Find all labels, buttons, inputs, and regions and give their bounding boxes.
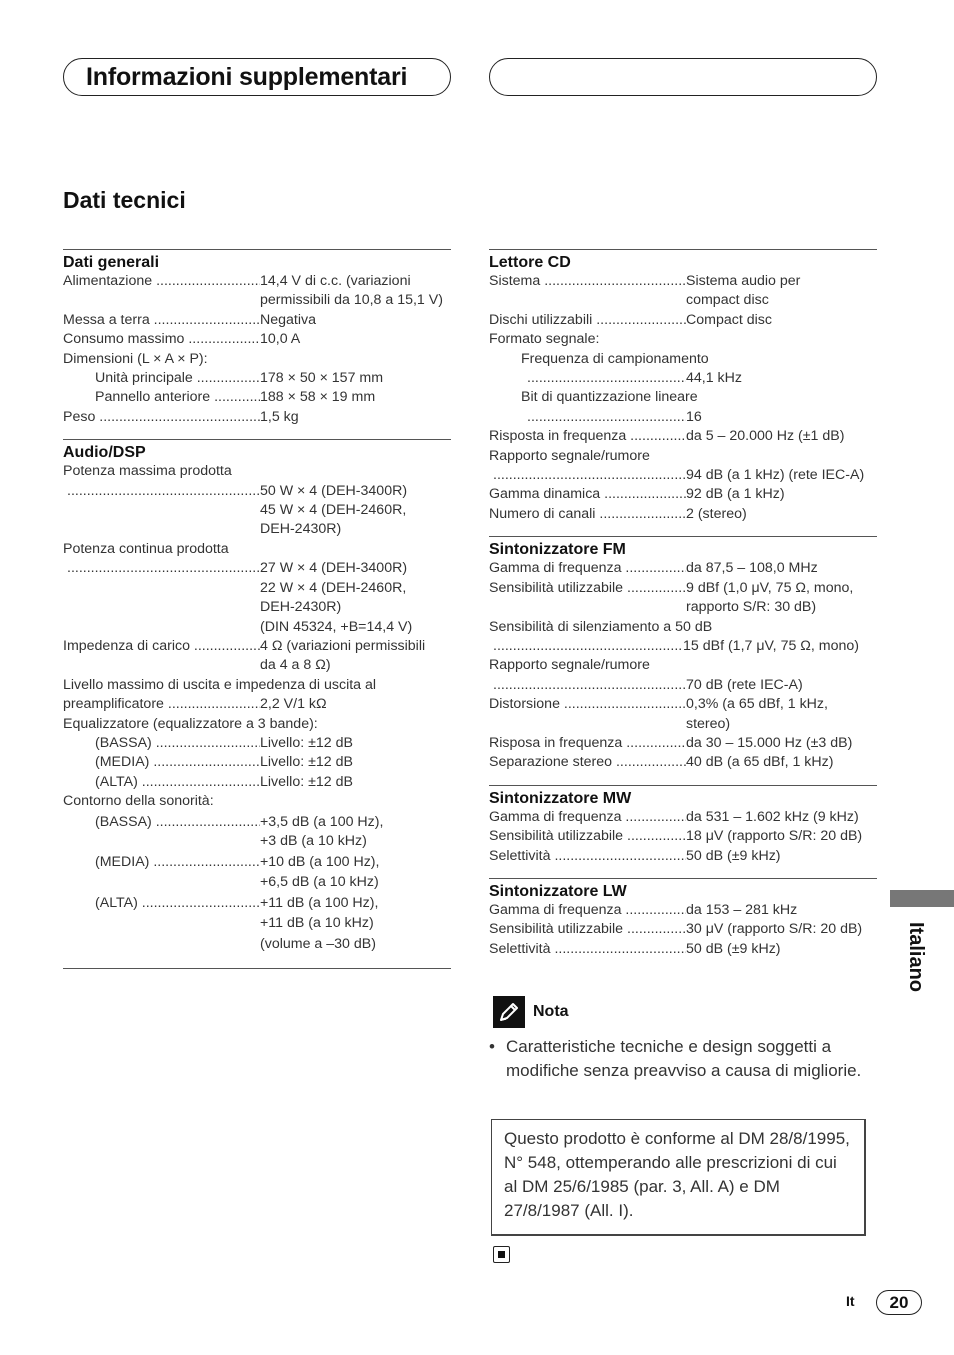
spec-value: Livello: ±12 dB: [260, 773, 353, 790]
spec-row: [63, 873, 451, 892]
page-number: 20: [876, 1290, 922, 1315]
spec-row: [63, 579, 451, 598]
header-title-frame: [63, 58, 451, 96]
spec-row: [63, 482, 451, 501]
spec-value: 16: [686, 408, 702, 425]
spec-row: [63, 408, 451, 427]
spec-label: Risposa in frequenza .....: [489, 734, 686, 753]
spec-label: Risposta in frequenza .....: [489, 427, 686, 446]
spec-row: [489, 827, 877, 846]
spec-row: [489, 637, 877, 656]
spec-value: 70 dB (rete IEC-A): [686, 676, 803, 693]
spec-leader: [63, 482, 260, 501]
spec-value: 10,0 A: [260, 331, 301, 348]
bullet-dot: •: [489, 1037, 495, 1056]
spec-value: compact disc: [686, 292, 769, 309]
spec-value: 50 W × 4 (DEH-3400R): [260, 482, 408, 499]
spec-leader: [489, 369, 686, 388]
spec-row: [489, 579, 877, 598]
spec-value: DEH-2430R): [260, 599, 342, 616]
spec-label: Dischi utilizzabili .....: [489, 311, 686, 330]
spec-label: Distorsione .....: [489, 695, 686, 714]
spec-row: [489, 505, 877, 524]
spec-label: Separazione stereo .....: [489, 753, 686, 772]
spec-label: Alimentazione .....: [63, 272, 260, 291]
spec-value: da 30 – 15.000 Hz (±3 dB): [686, 734, 853, 751]
spec-value: Livello: ±12 dB: [260, 754, 353, 771]
spec-label: Consumo massimo .....: [63, 330, 260, 349]
spec-label: Pannello anteriore .....: [63, 388, 260, 407]
spec-value: 22 W × 4 (DEH-2460R,: [260, 579, 407, 596]
spec-value: +6,5 dB (a 10 kHz): [260, 873, 379, 890]
spec-label: Gamma di frequenza .....: [489, 559, 686, 578]
spec-label: Messa a terra .....: [63, 311, 260, 330]
spec-value: 188 × 58 × 19 mm: [260, 389, 376, 406]
spec-row: [489, 808, 877, 827]
spec-row: [489, 291, 877, 310]
spec-value: +11 dB (a 10 kHz): [260, 914, 374, 931]
section-title: Dati generali: [63, 254, 160, 271]
spec-row: [63, 914, 451, 933]
spec-row: [63, 330, 451, 349]
side-language-label: Italiano: [905, 922, 927, 993]
spec-value: rapporto S/R: 30 dB): [686, 599, 817, 616]
spec-value: 2,2 V/1 kΩ: [260, 696, 327, 713]
left-column: [63, 249, 451, 969]
language-tab-marker: [890, 890, 954, 907]
spec-row: [489, 369, 877, 388]
spec-row: [63, 853, 451, 872]
spec-value: 0,3% (a 65 dBf, 1 kHz,: [686, 696, 828, 713]
spec-label: preamplificatore .....: [63, 695, 260, 714]
spec-label: Impedenza di carico .....: [63, 637, 260, 656]
spec-row: [63, 501, 451, 520]
spec-heading: Potenza continua prodotta: [63, 540, 229, 557]
spec-row: [63, 598, 451, 617]
spec-row: [489, 485, 877, 504]
spec-value: 15 dBf (1,7 μV, 75 Ω, mono): [683, 637, 859, 654]
spec-row: [489, 901, 877, 920]
compliance-text: Questo prodotto è conforme al DM 28/8/1995, N° 548, ottemperando alle prescrizioni di cui al DM 25/6/1985 (par. 3, All. A) e DM 27/8/1987 (All. I).: [504, 1129, 850, 1220]
spec-row: [489, 466, 877, 485]
spec-subheading: Bit di quantizzazione lineare: [521, 389, 698, 406]
spec-value: 44,1 kHz: [686, 370, 742, 387]
spec-label: Sistema .....: [489, 272, 686, 291]
section-lw: [489, 878, 877, 959]
note-label: Nota: [533, 1003, 569, 1020]
spec-label: (MEDIA) .....: [63, 853, 260, 872]
spec-value: da 5 – 20.000 Hz (±1 dB): [686, 428, 845, 445]
spec-row: [63, 291, 451, 310]
spec-label: Numero di canali .....: [489, 505, 686, 524]
spec-subheading: Frequenza di campionamento: [521, 350, 709, 367]
spec-value: 92 dB (a 1 kHz): [686, 486, 785, 503]
spec-value: Negativa: [260, 311, 316, 328]
spec-value: +11 dB (a 100 Hz),: [260, 895, 379, 912]
spec-row: [63, 935, 451, 954]
spec-row: [63, 813, 451, 832]
spec-row: [489, 676, 877, 695]
spec-row: [63, 618, 451, 637]
section-mw: [489, 785, 877, 866]
spec-label: Peso .....: [63, 408, 260, 427]
spec-value: 40 dB (a 65 dBf, 1 kHz): [686, 754, 834, 771]
spec-heading: Rapporto segnale/rumore: [489, 447, 650, 464]
spec-label: (ALTA) .....: [63, 894, 260, 913]
spec-row: [489, 408, 877, 427]
spec-value: (DIN 45324, +B=14,4 V): [260, 618, 413, 635]
spec-heading: Contorno della sonorità:: [63, 793, 214, 810]
spec-row: [489, 940, 877, 959]
spec-leader: [489, 676, 686, 695]
compliance-box: [491, 1119, 866, 1236]
spec-value: 14,4 V di c.c. (variazioni: [260, 273, 411, 289]
spec-label: (BASSA) .....: [63, 813, 260, 832]
header-right-frame: [489, 58, 877, 96]
spec-heading: Equalizzatore (equalizzatore a 3 bande):: [63, 715, 318, 732]
spec-heading: Livello massimo di uscita e impedenza di uscita al: [63, 676, 377, 693]
spec-row: [489, 427, 877, 446]
spec-row: [489, 847, 877, 866]
spec-value: 45 W × 4 (DEH-2460R,: [260, 502, 407, 519]
header-title: Informazioni supplementari: [86, 63, 408, 91]
spec-row: [63, 272, 451, 291]
spec-row: [63, 520, 451, 539]
section-title: Lettore CD: [489, 254, 571, 271]
section-title: Sintonizzatore LW: [489, 882, 627, 900]
spec-row: [63, 656, 451, 675]
spec-label: Gamma di frequenza .....: [489, 901, 686, 920]
spec-leader: [489, 466, 686, 485]
spec-label: Sensibilità utilizzabile .....: [489, 827, 686, 846]
note-pencil-icon: [493, 996, 525, 1028]
page-title: Dati tecnici: [63, 187, 186, 213]
spec-value: DEH-2430R): [260, 521, 342, 538]
spec-row: [63, 753, 451, 772]
section-title: Sintonizzatore MW: [489, 789, 632, 807]
section-title: Sintonizzatore FM: [489, 541, 626, 559]
spec-value: 94 dB (a 1 kHz) (rete IEC-A): [686, 467, 865, 484]
spec-row: [63, 832, 451, 851]
section-audio: [63, 439, 451, 954]
spec-row: [489, 311, 877, 330]
spec-value: +3 dB (a 10 kHz): [260, 832, 367, 849]
spec-label: Selettività .....: [489, 940, 686, 959]
end-of-section-icon: [493, 1246, 510, 1263]
section-general: [63, 249, 451, 427]
footer-language-code: It: [846, 1293, 855, 1309]
spec-row: [489, 734, 877, 753]
spec-label: Sensibilità utilizzabile .....: [489, 579, 686, 598]
spec-row: [63, 695, 451, 714]
section-fm: [489, 536, 877, 772]
spec-value: Compact disc: [686, 311, 772, 328]
spec-heading: Dimensioni (L × A × P):: [63, 350, 208, 367]
spec-row: [489, 272, 877, 291]
spec-row: [63, 734, 451, 753]
spec-value: 1,5 kg: [260, 408, 299, 425]
spec-heading: Rapporto segnale/rumore: [489, 657, 650, 674]
note-bullet-item: [489, 1035, 869, 1082]
spec-row: [489, 715, 877, 734]
spec-value: (volume a –30 dB): [260, 936, 376, 952]
spec-label: Gamma di frequenza .....: [489, 808, 686, 827]
spec-label: Gamma dinamica .....: [489, 485, 686, 504]
spec-value: 27 W × 4 (DEH-3400R): [260, 560, 408, 577]
spec-value: 50 dB (±9 kHz): [686, 847, 781, 864]
spec-value: 2 (stereo): [686, 505, 747, 522]
spec-label: Sensibilità utilizzabile .....: [489, 920, 686, 939]
spec-label: (BASSA) .....: [63, 734, 260, 753]
spec-row: [63, 388, 451, 407]
section-title: Audio/DSP: [63, 444, 146, 462]
spec-heading: Sensibilità di silenziamento a 50 dB: [489, 618, 713, 635]
spec-row: [489, 598, 877, 617]
spec-row: [63, 559, 451, 578]
spec-value: Sistema audio per: [686, 273, 801, 289]
spec-leader: [489, 637, 683, 656]
spec-value: da 4 a 8 Ω): [260, 657, 331, 674]
spec-row: [63, 637, 451, 656]
spec-row: [489, 695, 877, 714]
spec-row: [63, 369, 451, 388]
spec-row: [63, 311, 451, 330]
spec-leader: [489, 408, 686, 427]
spec-value: +10 dB (a 100 Hz),: [260, 854, 380, 871]
spec-row: [489, 753, 877, 772]
spec-leader: [63, 559, 260, 578]
spec-value: Livello: ±12 dB: [260, 734, 353, 751]
spec-heading: Formato segnale:: [489, 331, 600, 348]
spec-value: permissibili da 10,8 a 15,1 V): [260, 292, 443, 309]
spec-value: stereo): [686, 715, 731, 732]
section-cd: [489, 249, 877, 524]
spec-value: 18 μV (rapporto S/R: 20 dB): [686, 828, 863, 845]
spec-heading: Potenza massima prodotta: [63, 463, 232, 480]
spec-row: [63, 773, 451, 792]
spec-label: Unità principale .....: [63, 369, 260, 388]
spec-value: 4 Ω (variazioni permissibili: [260, 637, 426, 654]
spec-row: [489, 559, 877, 578]
spec-value: da 153 – 281 kHz: [686, 901, 798, 918]
spec-label: Selettività .....: [489, 847, 686, 866]
spec-value: 30 μV (rapporto S/R: 20 dB): [686, 921, 863, 938]
spec-label: (MEDIA) .....: [63, 753, 260, 772]
spec-row: [63, 894, 451, 913]
note-header: [493, 996, 569, 1028]
right-column: [489, 249, 877, 971]
spec-label: (ALTA) .....: [63, 773, 260, 792]
note-text: Caratteristiche tecniche e design soggetti a modifiche senza preavviso a causa di migliorie.: [506, 1037, 862, 1080]
spec-value: da 531 – 1.602 kHz (9 kHz): [686, 808, 859, 825]
spec-value: 50 dB (±9 kHz): [686, 940, 781, 957]
spec-value: 178 × 50 × 157 mm: [260, 370, 384, 387]
spec-value: 9 dBf (1,0 μV, 75 Ω, mono,: [686, 579, 854, 596]
section-end-rule: [63, 968, 451, 969]
spec-row: [489, 920, 877, 939]
spec-value: da 87,5 – 108,0 MHz: [686, 560, 818, 577]
spec-value: +3,5 dB (a 100 Hz),: [260, 813, 384, 830]
